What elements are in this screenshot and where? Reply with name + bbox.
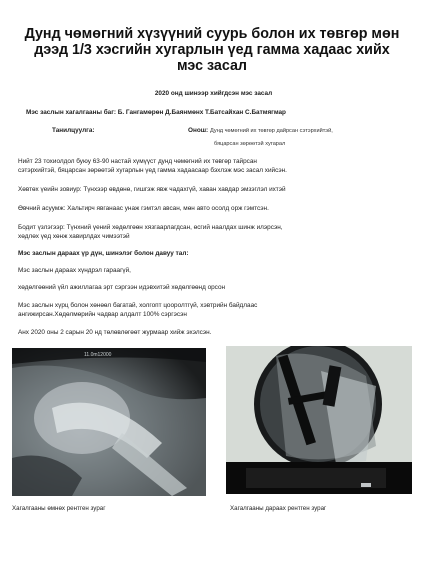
results-line-4: ангижирсан.Хөдөлмөрийн чадвар алдалт 100% сэргэсэн [18,311,187,318]
results-line-1: Мэс заслын дараах хүндрэл гараагүй, [18,267,131,274]
caption-before: Хагалгааны өмнөх рентген зураг [12,505,106,512]
exam-line-2: хөдлөх үед хөнж хавирлдах чимээтэй [18,233,130,240]
caption-after: Хагалгааны дараах рентген зураг [230,505,327,512]
diagnosis [188,127,333,135]
xray-before-image [12,348,206,496]
surgery-team [26,109,286,117]
diagnosis-text-2: бяцарсан зөрөөтэй хугарал [214,141,286,147]
diagnosis-text-1: Дунд чөмөгний их төвгөр дайрсан сэтэрхийтэй, [209,128,333,134]
intro-line-2: сэтэрхийтэй, бяцарсан зөрөөтэй хугарлын үед гамма хадаасаар бэхлэж мэс засал хийсэн. [18,167,287,174]
anamnesis-text: Өвчний асуумж: Хальтирч явганаас унаж гэмтэл авсан, мөн авто осолд орж гэмтсэн. [18,205,269,212]
intro-line-1: Нийт 23 тохиолдол буюу 63-90 настай хүмүүст дунд чөмөгний их төвгөр тайрсан [18,158,257,165]
xray-after-image [226,346,412,494]
page-title: Дунд чөмөгний хүзүүний суурь болон их төвгөр мөн дээд 1/3 хэсгийн хугарлын үед гамма хадаас хийх мэс засал [24,26,400,74]
subtitle: 2020 онд шинээр хийгдсэн мэс засал [154,90,273,97]
team-names: Б. Гангамөрөн Д.Баянмөнх Т.Батсайхан С.Батмягмар [117,109,286,116]
team-label: Мэс заслын хагалгааны баг: [26,109,116,116]
exam-line-1: Бодит үзлэгээр: Түнхний үений хөдөлгөөн хязгаарлагдсан, өсгий наалдах шинж илэрсэн, [18,224,283,231]
xray-scale-label: 11.0m12000 [84,352,112,358]
presenter-label: Танилцуулга: [52,127,95,134]
results-line-3: Мэс заслын хүрц болон хөнөөл багатай, холгопт цооролтгүй, хэвтрийн байдлаас [18,302,258,309]
diagnosis-label: Онош: [188,127,209,134]
results-heading: Мэс заслын дараах үр дүн, шинэлэг болон давуу тал: [18,250,189,257]
start-date-note: Анх 2020 оны 2 сарын 20 нд төлөвлөгөөт журмаар хийж эхэлсэн. [18,329,212,336]
complaint-text: Хөвтөх үеийн зовиур: Түнхээр өвдөнө, гишгэж явж чадахгүй, хаван хавдар эмзэглэл ихтэй [18,186,286,193]
results-line-2: хөдөлгөөний үйл ажиллагаа эрт сэргээн идэвхитэй хөдөлгөөнд орсон [18,284,226,291]
